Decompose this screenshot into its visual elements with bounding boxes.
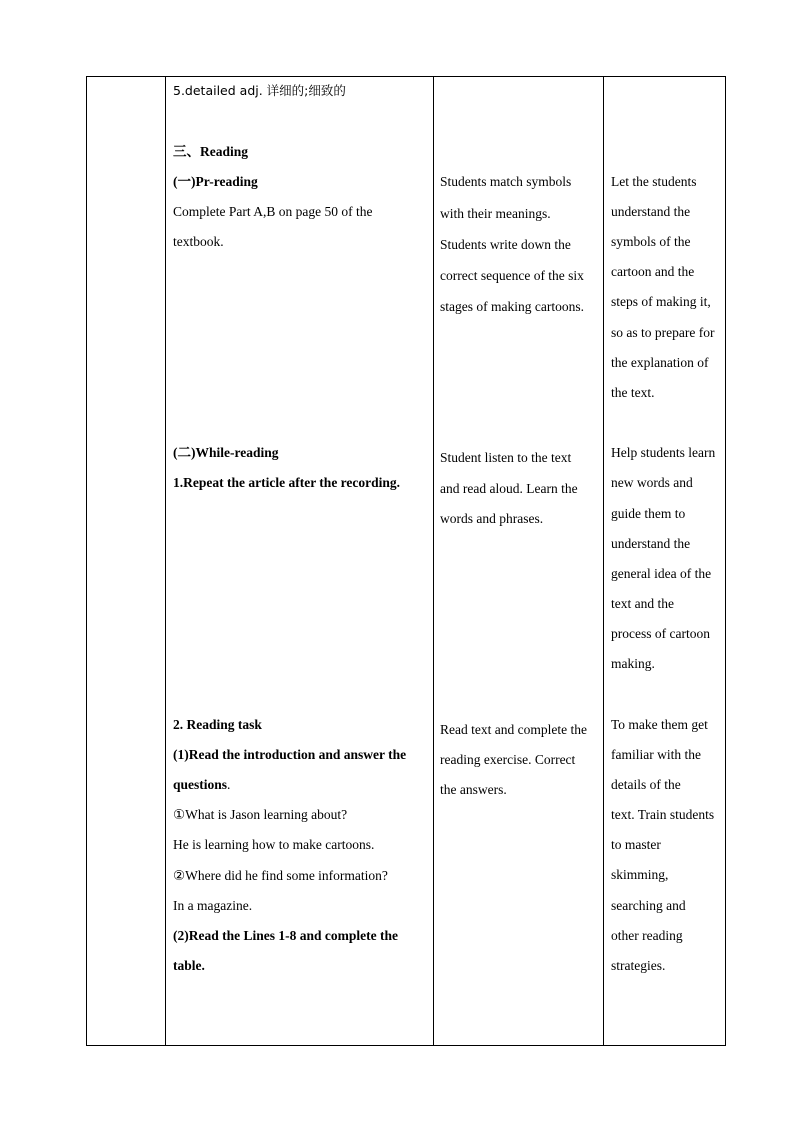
- purpose-line: strategies.: [611, 958, 666, 973]
- answer: In a magazine.: [173, 898, 253, 913]
- activity-line: Students write down the: [440, 237, 571, 252]
- column-divider: [603, 76, 604, 1046]
- while-reading-task: 1.Repeat the article after the recording.: [173, 475, 401, 490]
- question: ②Where did he find some information?: [173, 868, 388, 883]
- activity-line: and read aloud. Learn the: [440, 481, 578, 496]
- purpose-line: Let the students: [611, 174, 697, 189]
- purpose-line: making.: [611, 656, 655, 671]
- activity-line: correct sequence of the six: [440, 268, 584, 283]
- purpose-line: To make them get: [611, 717, 708, 732]
- purpose-line: to master: [611, 837, 661, 852]
- purpose-line: steps of making it,: [611, 294, 711, 309]
- purpose-line: searching and: [611, 898, 686, 913]
- activity-line: Students match symbols: [440, 174, 572, 189]
- purpose-line: process of cartoon: [611, 626, 710, 641]
- question-instruction: questions.: [173, 777, 231, 792]
- activity-line: with their meanings.: [440, 206, 551, 221]
- purpose-line: understand the: [611, 536, 691, 551]
- pre-reading-task: Complete Part A,B on page 50 of the: [173, 204, 373, 219]
- activity-line: reading exercise. Correct: [440, 752, 576, 767]
- question-instruction: table.: [173, 958, 205, 973]
- activity-line: the answers.: [440, 782, 507, 797]
- vocab-item: 5.detailed adj. 详细的;细致的: [173, 83, 346, 98]
- purpose-line: other reading: [611, 928, 683, 943]
- purpose-line: so as to prepare for: [611, 325, 715, 340]
- question-instruction: (2)Read the Lines 1-8 and complete the: [173, 928, 398, 943]
- question-instruction: (1)Read the introduction and answer the: [173, 747, 407, 762]
- column-divider: [433, 76, 434, 1046]
- reading-task-heading: 2. Reading task: [173, 717, 262, 732]
- purpose-line: symbols of the: [611, 234, 691, 249]
- while-reading-heading: (二)While-reading: [173, 445, 279, 460]
- purpose-line: skimming,: [611, 867, 669, 882]
- purpose-line: guide them to: [611, 506, 686, 521]
- question: ①What is Jason learning about?: [173, 807, 348, 822]
- activity-line: Student listen to the text: [440, 450, 572, 465]
- purpose-line: general idea of the: [611, 566, 712, 581]
- purpose-line: cartoon and the: [611, 264, 695, 279]
- purpose-line: text and the: [611, 596, 674, 611]
- activity-line: Read text and complete the: [440, 722, 587, 737]
- activity-line: words and phrases.: [440, 511, 544, 526]
- empty-stage-cell: [86, 76, 165, 1046]
- pre-reading-task: textbook.: [173, 234, 224, 249]
- column-divider: [165, 76, 166, 1046]
- purpose-line: new words and: [611, 475, 693, 490]
- purpose-line: the text.: [611, 385, 655, 400]
- purpose-line: Help students learn: [611, 445, 716, 460]
- reading-heading: 三、Reading: [173, 144, 249, 159]
- activity-line: stages of making cartoons.: [440, 299, 584, 314]
- pre-reading-heading: (一)Pr-reading: [173, 174, 258, 189]
- purpose-line: details of the: [611, 777, 681, 792]
- purpose-line: text. Train students: [611, 807, 715, 822]
- purpose-line: familiar with the: [611, 747, 701, 762]
- purpose-line: understand the: [611, 204, 691, 219]
- answer: He is learning how to make cartoons.: [173, 837, 375, 852]
- purpose-line: the explanation of: [611, 355, 709, 370]
